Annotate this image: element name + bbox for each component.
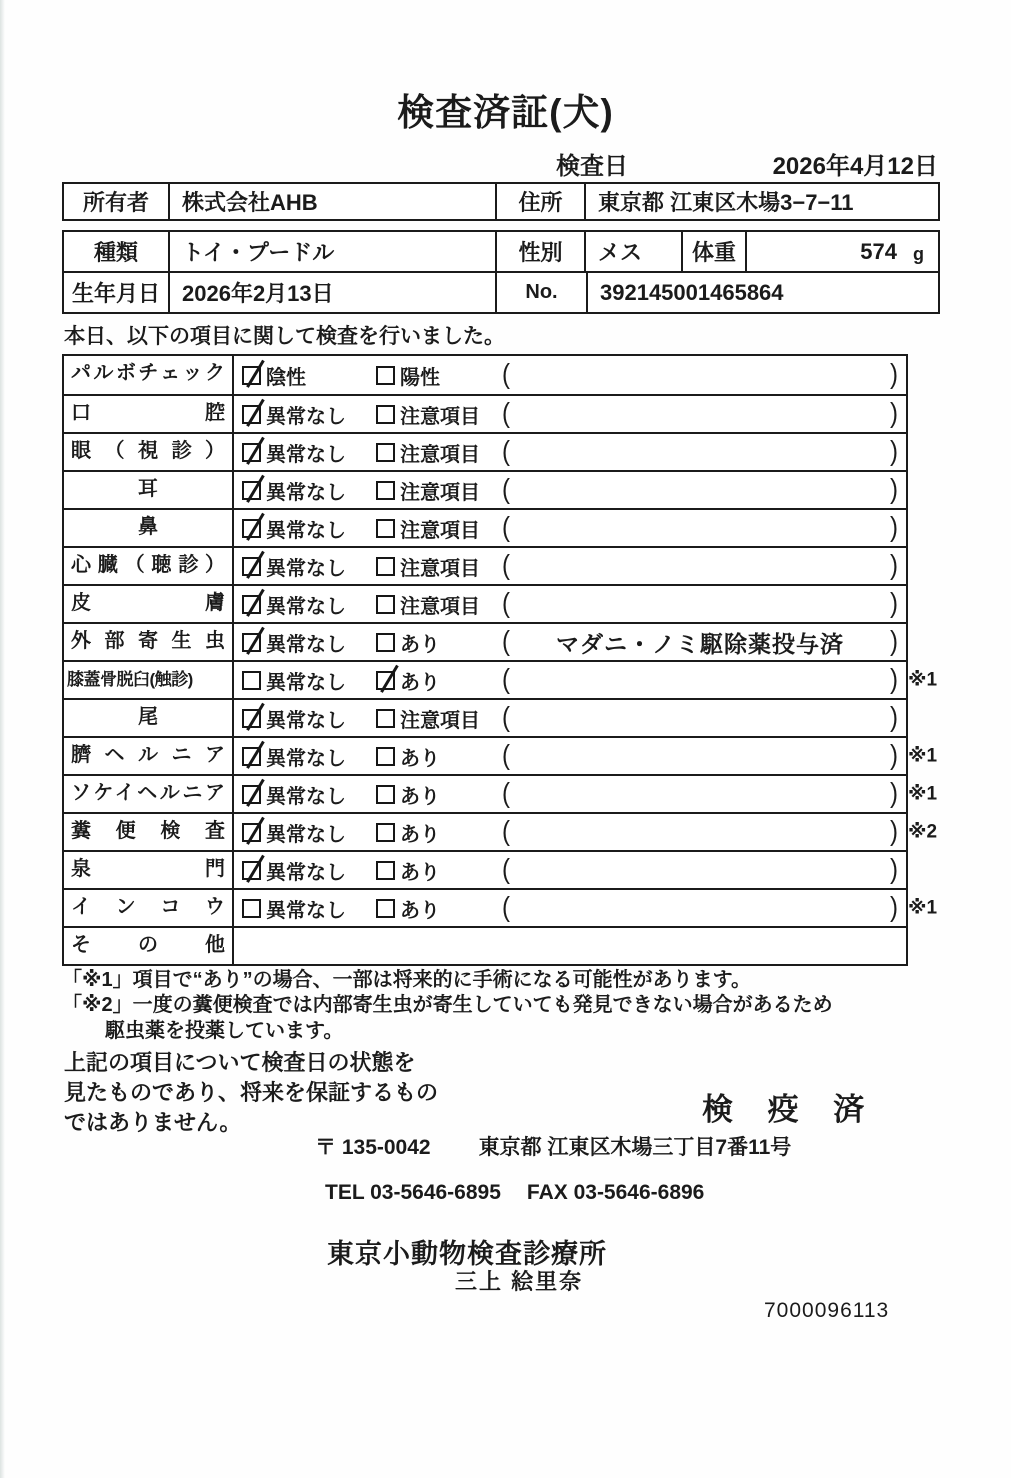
sex-value: メス xyxy=(584,232,681,271)
weight-value xyxy=(745,232,938,271)
checkbox-option xyxy=(376,476,502,505)
checklist-item-label: ソケイヘルニア xyxy=(64,776,234,812)
checklist-item-content xyxy=(234,434,906,470)
footnote-2-line2: 駆虫薬を投薬しています。 xyxy=(105,1020,344,1042)
result-text: マダニ・ノミ駆除薬投与済 xyxy=(556,630,844,657)
checklist-item-label: 皮膚 xyxy=(64,586,234,622)
checkbox-label: 注意項目 xyxy=(400,443,480,466)
checkbox-option xyxy=(376,704,502,733)
number-label: No. xyxy=(495,273,586,312)
close-paren: ) xyxy=(890,891,898,923)
checklist-row xyxy=(64,546,906,584)
checklist-row xyxy=(64,736,938,774)
checkbox-label: 異常なし xyxy=(266,405,346,428)
checkbox-icon xyxy=(376,366,395,385)
checkbox-checked-icon xyxy=(242,557,261,576)
open-paren: ( xyxy=(502,358,510,390)
checklist-item-content xyxy=(234,396,906,432)
footnote-marker: ※1 xyxy=(908,897,938,919)
checklist-item-label: 臍ヘルニア xyxy=(64,738,234,774)
checkbox-icon xyxy=(376,557,395,576)
result-field xyxy=(502,435,906,467)
disclaimer-line1: 上記の項目について検査日の状態を xyxy=(64,1050,416,1075)
checkbox-label: 注意項目 xyxy=(400,557,480,580)
checkbox-checked-icon xyxy=(242,823,261,842)
checkbox-label: あり xyxy=(400,785,440,808)
checkbox-icon xyxy=(376,861,395,880)
veterinarian-name: 三上 絵里奈 xyxy=(455,1269,584,1294)
close-paren: ) xyxy=(890,473,898,505)
checklist-row xyxy=(64,356,906,394)
clinic-address: 東京都 江東区木場三丁目7番11号 xyxy=(478,1136,792,1159)
number-value: 392145001465864 xyxy=(586,273,938,312)
checkbox-label: 異常なし xyxy=(266,671,346,694)
checkbox-label: 異常なし xyxy=(266,595,346,618)
exam-date-value: 2026年4月12日 xyxy=(772,153,938,180)
close-paren: ) xyxy=(890,435,898,467)
checkbox-option xyxy=(242,818,376,847)
checklist-item-content xyxy=(234,624,906,660)
checkbox-option xyxy=(242,552,376,581)
checklist-row xyxy=(64,584,906,622)
checkbox-label: 異常なし xyxy=(266,861,346,884)
checkbox-option xyxy=(242,400,376,429)
checklist-item-label: 膝蓋骨脱臼(触診) xyxy=(64,662,234,698)
checklist-item-label: 耳 xyxy=(64,472,234,508)
checkbox-checked-icon xyxy=(242,405,261,424)
checklist-item-label: 泉門 xyxy=(64,852,234,888)
checkbox-icon xyxy=(376,481,395,500)
open-paren: ( xyxy=(502,625,510,657)
result-field xyxy=(502,663,906,695)
checkbox-icon xyxy=(242,899,261,918)
checkbox-label: 注意項目 xyxy=(400,519,480,542)
checklist-row xyxy=(64,660,938,698)
result-field xyxy=(502,815,906,847)
checklist-row xyxy=(64,508,906,546)
checklist-item-content xyxy=(234,662,906,698)
serial-number: 7000096113 xyxy=(764,1299,890,1322)
result-field xyxy=(502,739,906,771)
result-field xyxy=(502,473,906,505)
clinic-tel: TEL 03-5646-6895 xyxy=(325,1181,501,1204)
checklist-item-content xyxy=(234,510,906,546)
checklist-item-content xyxy=(234,852,906,888)
checkbox-option xyxy=(376,780,502,809)
checkbox-label: 異常なし xyxy=(266,785,346,808)
checkbox-icon xyxy=(376,595,395,614)
open-paren: ( xyxy=(502,701,510,733)
checkbox-icon xyxy=(376,633,395,652)
checkbox-label: 陰性 xyxy=(266,366,306,389)
checkbox-checked-icon xyxy=(376,671,395,690)
checkbox-label: 異常なし xyxy=(266,519,346,542)
checkbox-option xyxy=(376,438,502,467)
checklist-row xyxy=(64,470,906,508)
address-value: 東京都 江東区木場3−7−11 xyxy=(584,184,938,219)
close-paren: ) xyxy=(890,625,898,657)
checkbox-icon xyxy=(376,709,395,728)
checkbox-option xyxy=(376,894,502,923)
open-paren: ( xyxy=(502,397,510,429)
checkbox-label: 異常なし xyxy=(266,481,346,504)
close-paren: ) xyxy=(890,739,898,771)
checkbox-checked-icon xyxy=(242,747,261,766)
checkbox-checked-icon xyxy=(242,595,261,614)
close-paren: ) xyxy=(890,511,898,543)
checklist-item-content xyxy=(234,814,906,850)
checklist-row xyxy=(64,850,906,888)
checkbox-label: あり xyxy=(400,747,440,770)
checkbox-checked-icon xyxy=(242,481,261,500)
close-paren: ) xyxy=(890,853,898,885)
footnote-marker: ※1 xyxy=(908,745,938,767)
weight-label: 体重 xyxy=(681,232,745,271)
close-paren: ) xyxy=(890,777,898,809)
footnote-2 xyxy=(62,992,833,1044)
checkbox-label: あり xyxy=(400,633,440,656)
result-field xyxy=(502,701,906,733)
checklist-item-label: パルボチェック xyxy=(64,356,234,394)
checkbox-checked-icon xyxy=(242,443,261,462)
checkbox-option xyxy=(376,514,502,543)
checkbox-option xyxy=(242,628,376,657)
exam-date-label: 検査日 xyxy=(556,153,628,180)
close-paren: ) xyxy=(890,549,898,581)
checkbox-checked-icon xyxy=(242,633,261,652)
checklist-row xyxy=(64,622,906,660)
checklist-item-content xyxy=(234,928,906,964)
checklist-table xyxy=(62,354,938,966)
checkbox-label: 異常なし xyxy=(266,823,346,846)
checklist-row xyxy=(64,926,906,964)
birthdate-value: 2026年2月13日 xyxy=(168,273,495,312)
document-title: 検査済証(犬) xyxy=(397,92,614,133)
footnote-1: 「※1」項目で“あり”の場合、一部は将来的に手術になる可能性があります。 xyxy=(62,969,751,991)
checklist-row xyxy=(64,394,906,432)
birthdate-label: 生年月日 xyxy=(71,281,160,306)
checkbox-option xyxy=(376,590,502,619)
checklist-item-label: 心臓（聴診） xyxy=(64,548,234,584)
checkbox-checked-icon xyxy=(242,785,261,804)
result-field xyxy=(502,626,906,659)
close-paren: ) xyxy=(890,397,898,429)
breed-value: トイ・プードル xyxy=(168,232,495,271)
checkbox-icon xyxy=(376,405,395,424)
result-field xyxy=(502,511,906,543)
clinic-name: 東京小動物検査診療所 xyxy=(327,1239,607,1269)
checkbox-label: あり xyxy=(400,899,440,922)
open-paren: ( xyxy=(502,435,510,467)
quarantine-stamp: 検 疫 済 xyxy=(702,1092,878,1127)
checklist-item-label: 鼻 xyxy=(64,510,234,546)
disclaimer-text xyxy=(64,1048,438,1138)
checklist-row xyxy=(64,698,906,736)
checklist-item-content xyxy=(234,890,906,926)
footnote-marker: ※1 xyxy=(908,783,938,805)
checklist-item-label: インコウ xyxy=(64,890,234,926)
checklist-item-content xyxy=(234,548,906,584)
checkbox-option xyxy=(376,400,502,429)
checklist-item-content xyxy=(234,586,906,622)
checkbox-checked-icon xyxy=(242,366,261,385)
checklist-item-content xyxy=(234,776,906,812)
checklist-item-content xyxy=(234,472,906,508)
checkbox-option xyxy=(242,590,376,619)
owner-label: 所有者 xyxy=(82,190,149,215)
checkbox-checked-icon xyxy=(242,861,261,880)
checkbox-label: 異常なし xyxy=(266,557,346,580)
close-paren: ) xyxy=(890,701,898,733)
checklist-item-label: その他 xyxy=(64,928,234,964)
checkbox-label: 異常なし xyxy=(266,633,346,656)
checkbox-label: 注意項目 xyxy=(400,709,480,732)
checkbox-checked-icon xyxy=(242,519,261,538)
checklist-item-label: 外部寄生虫 xyxy=(64,624,234,660)
checkbox-option xyxy=(242,856,376,885)
breed-label: 種類 xyxy=(93,240,138,265)
checkbox-icon xyxy=(376,823,395,842)
disclaimer-line2: 見たものであり、将来を保証するもの xyxy=(64,1080,439,1105)
checkbox-icon xyxy=(376,899,395,918)
checklist-row xyxy=(64,812,938,850)
checkbox-option xyxy=(242,780,376,809)
checkbox-label: あり xyxy=(400,671,440,694)
checklist-row xyxy=(64,774,938,812)
owner-value: 株式会社AHB xyxy=(168,184,495,219)
checklist-item-label: 口腔 xyxy=(64,396,234,432)
footnote-marker: ※2 xyxy=(908,821,938,843)
checkbox-label: 注意項目 xyxy=(400,481,480,504)
checkbox-option xyxy=(242,476,376,505)
result-field xyxy=(502,397,906,429)
clinic-telfax-row xyxy=(325,1181,704,1205)
checkbox-label: あり xyxy=(400,861,440,884)
checkbox-icon xyxy=(242,671,261,690)
checkbox-label: 注意項目 xyxy=(400,405,480,428)
clinic-address-row xyxy=(315,1131,791,1161)
open-paren: ( xyxy=(502,511,510,543)
open-paren: ( xyxy=(502,663,510,695)
checkbox-option xyxy=(376,818,502,847)
checklist-item-label: 糞便検査 xyxy=(64,814,234,850)
checkbox-option xyxy=(242,666,376,695)
close-paren: ) xyxy=(890,663,898,695)
checkbox-option xyxy=(376,361,502,390)
close-paren: ) xyxy=(890,815,898,847)
checklist-item-content xyxy=(234,356,906,394)
open-paren: ( xyxy=(502,891,510,923)
result-field xyxy=(502,777,906,809)
checkbox-option xyxy=(242,438,376,467)
checkbox-label: あり xyxy=(400,823,440,846)
close-paren: ) xyxy=(890,587,898,619)
open-paren: ( xyxy=(502,815,510,847)
intro-sentence: 本日、以下の項目に関して検査を行いました。 xyxy=(64,325,505,348)
footnote-2-line1: 「※2」一度の糞便検査では内部寄生虫が寄生していても発見できない場合があるため xyxy=(62,994,833,1016)
result-field xyxy=(502,587,906,619)
checkbox-option xyxy=(376,666,502,695)
checkbox-option xyxy=(376,628,502,657)
checkbox-icon xyxy=(376,785,395,804)
checkbox-label: 異常なし xyxy=(266,443,346,466)
disclaimer-line3: ではありません。 xyxy=(64,1110,242,1135)
checklist-item-content xyxy=(234,738,906,774)
result-field xyxy=(502,853,906,885)
exam-date-row xyxy=(556,146,938,181)
checkbox-icon xyxy=(376,747,395,766)
postal-code: 〒 135-0042 xyxy=(315,1136,431,1159)
owner-table xyxy=(62,182,940,221)
checkbox-option xyxy=(242,514,376,543)
open-paren: ( xyxy=(502,587,510,619)
checkbox-option xyxy=(242,742,376,771)
open-paren: ( xyxy=(502,473,510,505)
pet-info-table xyxy=(62,230,940,314)
checkbox-checked-icon xyxy=(242,709,261,728)
result-field xyxy=(502,549,906,581)
checklist-item-label: 尾 xyxy=(64,700,234,736)
checkbox-option xyxy=(242,894,376,923)
checkbox-option xyxy=(376,742,502,771)
checkbox-option xyxy=(242,704,376,733)
result-field xyxy=(502,891,906,923)
open-paren: ( xyxy=(502,739,510,771)
sex-label: 性別 xyxy=(495,232,584,271)
checkbox-label: 注意項目 xyxy=(400,595,480,618)
checkbox-icon xyxy=(376,443,395,462)
checkbox-option xyxy=(242,361,376,390)
checkbox-label: 異常なし xyxy=(266,747,346,770)
checklist-row xyxy=(64,888,938,926)
open-paren: ( xyxy=(502,549,510,581)
checklist-item-content xyxy=(234,700,906,736)
checkbox-icon xyxy=(376,519,395,538)
checklist-row xyxy=(64,432,906,470)
open-paren: ( xyxy=(502,853,510,885)
weight-number: 574 xyxy=(860,238,897,264)
checklist-item-label: 眼（視診） xyxy=(64,434,234,470)
clinic-fax: FAX 03-5646-6896 xyxy=(526,1181,705,1204)
footnote-marker: ※1 xyxy=(908,669,938,691)
close-paren: ) xyxy=(890,358,898,390)
open-paren: ( xyxy=(502,777,510,809)
checkbox-label: 陽性 xyxy=(400,366,440,389)
checkbox-option xyxy=(376,552,502,581)
scan-edge-shadow xyxy=(0,0,5,1478)
checkbox-option xyxy=(376,856,502,885)
checkbox-label: 異常なし xyxy=(266,899,346,922)
weight-unit: g xyxy=(913,244,924,264)
checkbox-label: 異常なし xyxy=(266,709,346,732)
result-field xyxy=(502,358,906,390)
address-label: 住所 xyxy=(495,184,584,219)
